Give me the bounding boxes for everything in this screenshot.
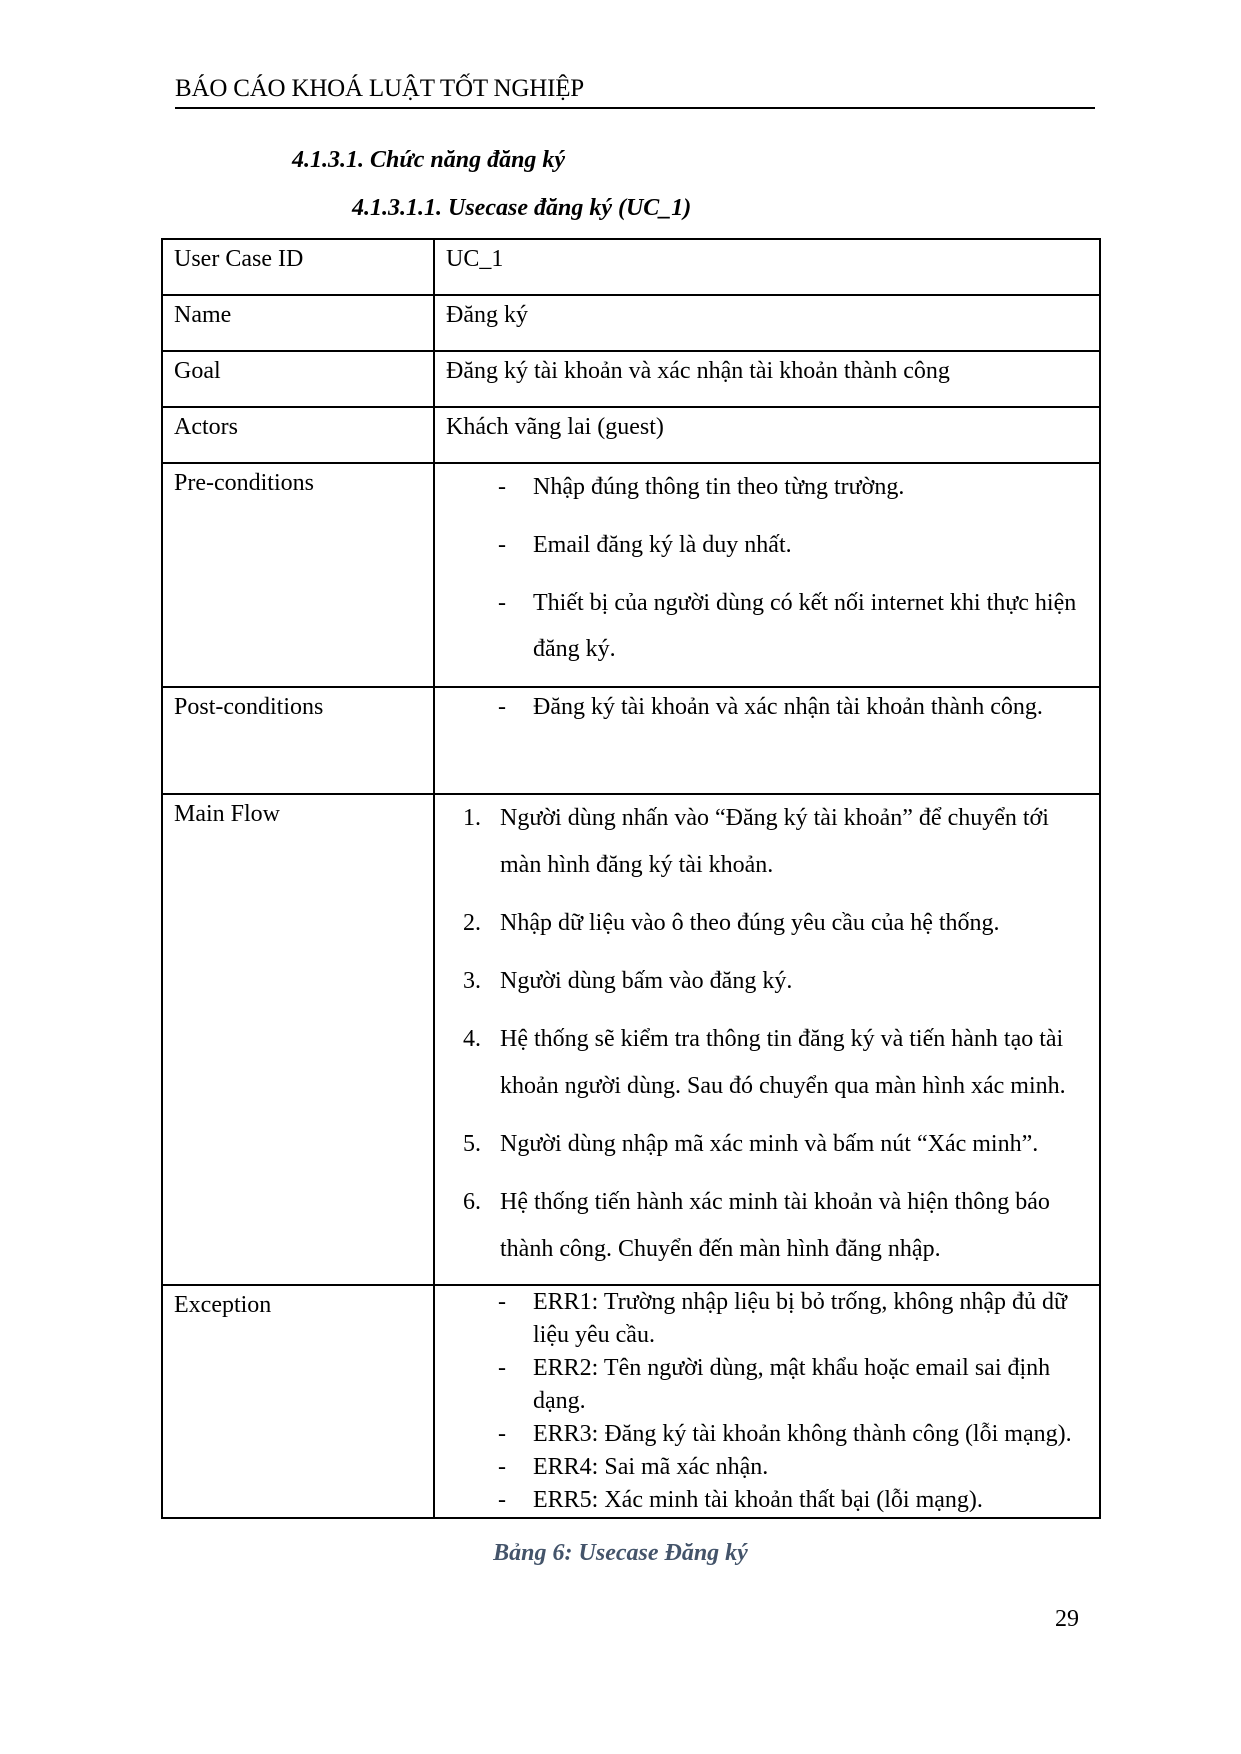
post-conditions-value	[434, 687, 1100, 794]
main-flow-list	[446, 795, 1089, 1273]
list-item	[446, 692, 1089, 722]
page-number: 29	[1055, 1606, 1079, 1632]
table-row-goal	[162, 351, 1100, 407]
section-heading: 4.1.3.1. Chức năng đăng ký	[292, 147, 566, 173]
list-item-text: Hệ thống sẽ kiểm tra thông tin đăng ký và tiến hành tạo tài khoản người dùng. Sau đó chuyển qua màn hình xác minh.	[500, 1026, 1066, 1099]
list-item	[446, 1121, 1089, 1168]
subsection-heading: 4.1.3.1.1. Usecase đăng ký (UC_1)	[352, 195, 692, 221]
list-item-text: Hệ thống tiến hành xác minh tài khoản và hiện thông báo thành công. Chuyển đến màn hình đăng nhập.	[500, 1189, 1050, 1262]
table-row-main-flow	[162, 794, 1100, 1285]
dash-bullet: -	[498, 532, 506, 558]
name-label: Name	[162, 295, 434, 351]
list-item	[446, 900, 1089, 947]
list-item-text: Người dùng nhập mã xác minh và bấm nút “Xác minh”.	[500, 1131, 1039, 1157]
main-flow-label: Main Flow	[162, 794, 434, 1285]
list-item-text: Người dùng nhấn vào “Đăng ký tài khoản” để chuyển tới màn hình đăng ký tài khoản.	[500, 805, 1049, 878]
list-item	[446, 522, 1089, 568]
list-item-text: ERR3: Đăng ký tài khoản không thành công (lỗi mạng).	[533, 1421, 1072, 1447]
exception-list	[446, 1286, 1089, 1517]
list-item-text: ERR5: Xác minh tài khoản thất bại (lỗi mạng).	[533, 1487, 983, 1513]
list-item-text: ERR2: Tên người dùng, mật khẩu hoặc email sai định dạng.	[533, 1355, 1051, 1414]
post-conditions-label: Post-conditions	[162, 687, 434, 794]
list-item	[446, 580, 1089, 672]
list-item-text: ERR1: Trường nhập liệu bị bỏ trống, không nhập đủ dữ liệu yêu cầu.	[533, 1289, 1068, 1348]
list-item-text: Người dùng bấm vào đăng ký.	[500, 968, 793, 994]
step-number: 6.	[463, 1189, 481, 1215]
dash-bullet: -	[498, 694, 506, 720]
pre-conditions-label: Pre-conditions	[162, 463, 434, 687]
list-item	[446, 1179, 1089, 1273]
pre-conditions-list	[446, 464, 1089, 672]
name-value: Đăng ký	[434, 295, 1100, 351]
main-flow-value	[434, 794, 1100, 1285]
post-conditions-list	[446, 692, 1089, 722]
header-divider	[175, 107, 1095, 109]
usecase-id-value: UC_1	[434, 239, 1100, 295]
table-row-exception	[162, 1285, 1100, 1518]
actors-value: Khách vãng lai (guest)	[434, 407, 1100, 463]
dash-bullet: -	[498, 1289, 506, 1315]
step-number: 1.	[463, 805, 481, 831]
exception-label: Exception	[162, 1285, 434, 1518]
step-number: 4.	[463, 1026, 481, 1052]
pre-conditions-value	[434, 463, 1100, 687]
list-item-text: Đăng ký tài khoản và xác nhận tài khoản thành công.	[533, 694, 1043, 720]
list-item	[446, 1418, 1089, 1451]
table-row-pre-conditions	[162, 463, 1100, 687]
dash-bullet: -	[498, 1421, 506, 1447]
actors-label: Actors	[162, 407, 434, 463]
dash-bullet: -	[498, 474, 506, 500]
table-caption: Bảng 6: Usecase Đăng ký	[493, 1540, 748, 1566]
list-item	[446, 958, 1089, 1005]
list-item	[446, 1451, 1089, 1484]
list-item-text: Nhập đúng thông tin theo từng trường.	[533, 474, 905, 500]
dash-bullet: -	[498, 1355, 506, 1381]
list-item-text: ERR4: Sai mã xác nhận.	[533, 1454, 769, 1480]
list-item	[446, 1016, 1089, 1110]
dash-bullet: -	[498, 1487, 506, 1513]
list-item	[446, 1352, 1089, 1418]
table-row-post-conditions	[162, 687, 1100, 794]
dash-bullet: -	[498, 590, 506, 616]
step-number: 2.	[463, 910, 481, 936]
table-row-name	[162, 295, 1100, 351]
table-row-usecase-id	[162, 239, 1100, 295]
goal-label: Goal	[162, 351, 434, 407]
table-row-actors	[162, 407, 1100, 463]
list-item-text: Email đăng ký là duy nhất.	[533, 532, 792, 558]
document-header: BÁO CÁO KHOÁ LUẬT TỐT NGHIỆP	[175, 75, 584, 102]
list-item	[446, 795, 1089, 889]
list-item-text: Nhập dữ liệu vào ô theo đúng yêu cầu của hệ thống.	[500, 910, 1000, 936]
step-number: 5.	[463, 1131, 481, 1157]
step-number: 3.	[463, 968, 481, 994]
list-item	[446, 1484, 1089, 1517]
usecase-table	[161, 238, 1101, 1519]
list-item	[446, 1286, 1089, 1352]
list-item-text: Thiết bị của người dùng có kết nối internet khi thực hiện đăng ký.	[533, 590, 1077, 662]
list-item	[446, 464, 1089, 510]
usecase-id-label: User Case ID	[162, 239, 434, 295]
goal-value: Đăng ký tài khoản và xác nhận tài khoản thành công	[434, 351, 1100, 407]
exception-value	[434, 1285, 1100, 1518]
dash-bullet: -	[498, 1454, 506, 1480]
